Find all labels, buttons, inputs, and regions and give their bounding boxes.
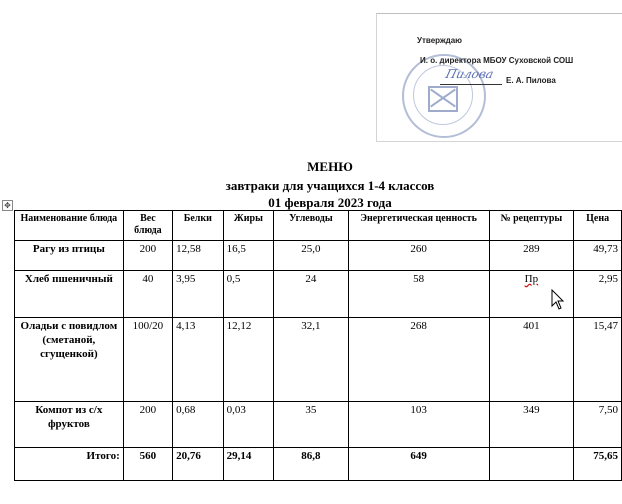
table-row [15,241,622,271]
total-recipe [489,448,574,481]
total-protein: 20,76 [173,448,224,481]
table-row [15,271,622,318]
carbs-cell: 25,0 [274,241,348,271]
header-row [15,211,622,241]
menu-table [14,210,622,481]
energy-cell: 260 [348,241,489,271]
dish-name: Хлеб пшеничный [15,271,124,318]
price-cell: 7,50 [574,402,622,448]
energy-cell: 103 [348,402,489,448]
fat-cell: 12,12 [223,318,274,402]
weight-cell: 40 [123,271,172,318]
protein-cell: 3,95 [173,271,224,318]
recipe-value: Пр [524,273,539,285]
table-row [15,318,622,402]
header-cell: Наименование блюда [15,211,124,241]
header-cell: Вес блюда [123,211,172,241]
total-row [15,448,622,481]
header-cell: Жиры [223,211,274,241]
signature [440,68,502,85]
recipe-cell: 349 [489,402,574,448]
header-cell: Энергетическая ценность [348,211,489,241]
dish-name: Компот из с/х фруктов [15,402,124,448]
approval-signature-name: Е. А. Пилова [506,76,556,85]
fat-cell: 0,5 [223,271,274,318]
price-cell: 2,95 [574,271,622,318]
protein-cell: 0,68 [173,402,224,448]
weight-cell: 200 [123,402,172,448]
signature-scribble: Пилова [444,67,496,81]
total-label: Итого: [15,448,124,481]
menu-title: МЕНЮ [307,159,353,174]
weight-cell: 100/20 [123,318,172,402]
energy-cell: 58 [348,271,489,318]
mouse-cursor-icon [551,289,565,311]
energy-cell: 268 [348,318,489,402]
move-handle-icon[interactable]: ✥ [2,200,13,211]
price-cell: 15,47 [574,318,622,402]
carbs-cell: 32,1 [274,318,348,402]
total-fat: 29,14 [223,448,274,481]
weight-cell: 200 [123,241,172,271]
carbs-cell: 35 [274,402,348,448]
total-price: 75,65 [574,448,622,481]
carbs-cell: 24 [274,271,348,318]
protein-cell: 4,13 [173,318,224,402]
price-cell: 49,73 [574,241,622,271]
menu-date: 01 февраля 2023 года [268,195,392,210]
header-cell: Углеводы [274,211,348,241]
header-cell: Цена [574,211,622,241]
fat-cell: 16,5 [223,241,274,271]
header-cell: № рецептуры [489,211,574,241]
approval-line-2: И. о. директора МБОУ Суховской СОШ [420,56,574,65]
total-weight: 560 [123,448,172,481]
protein-cell: 12,58 [173,241,224,271]
header-cell: Белки [173,211,224,241]
recipe-cell: 401 [489,318,574,402]
approval-line-1: Утверждаю [417,36,462,45]
dish-name: Оладьи с повидлом (сметаной, сгущенкой) [15,318,124,402]
table-row [15,402,622,448]
stamp-emblem-icon [428,86,458,112]
menu-subtitle: завтраки для учащихся 1-4 классов [225,178,435,193]
dish-name: Рагу из птицы [15,241,124,271]
total-energy: 649 [348,448,489,481]
recipe-cell: 289 [489,241,574,271]
total-carbs: 86,8 [274,448,348,481]
fat-cell: 0,03 [223,402,274,448]
